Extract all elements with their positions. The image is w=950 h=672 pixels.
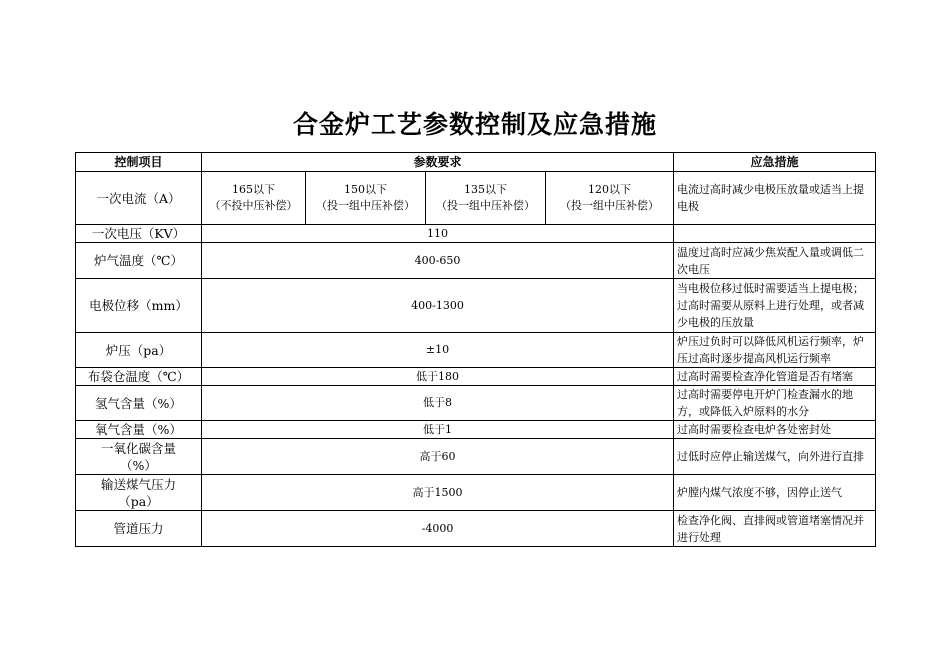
row-value: 低于8 bbox=[202, 386, 674, 421]
row-name: 管道压力 bbox=[76, 511, 202, 547]
row-name: 电极位移（mm） bbox=[76, 279, 202, 333]
row-measure: 电流过高时减少电极压放量或适当上提电极 bbox=[674, 172, 876, 225]
row-value: 400-1300 bbox=[202, 279, 674, 333]
row-name: 布袋仓温度（℃） bbox=[76, 368, 202, 386]
row-name: 一次电压（KV） bbox=[76, 225, 202, 243]
table-row bbox=[76, 225, 876, 243]
table-row bbox=[76, 511, 876, 547]
header-requirement: 参数要求 bbox=[202, 153, 674, 172]
row-name: 氢气含量（%） bbox=[76, 386, 202, 421]
row-value: ±10 bbox=[202, 333, 674, 368]
row-value: 高于1500 bbox=[202, 475, 674, 511]
table-row bbox=[76, 386, 876, 421]
header-item: 控制项目 bbox=[76, 153, 202, 172]
row-name: 一氧化碳含量 （%） bbox=[76, 439, 202, 475]
row-name: 炉压（pa） bbox=[76, 333, 202, 368]
table-row bbox=[76, 475, 876, 511]
table-row bbox=[76, 333, 876, 368]
current-option-2: 150以下 （投一组中压补偿） bbox=[306, 172, 426, 225]
row-measure bbox=[674, 225, 876, 243]
table-row bbox=[76, 279, 876, 333]
row-measure: 过高时需要检查电炉各处密封处 bbox=[674, 421, 876, 439]
current-option-1: 165以下 （不投中压补偿） bbox=[202, 172, 306, 225]
row-name: 一次电流（A） bbox=[76, 172, 202, 225]
row-value: 110 bbox=[202, 225, 674, 243]
current-option-3: 135以下 （投一组中压补偿） bbox=[426, 172, 546, 225]
table-row bbox=[76, 243, 876, 279]
header-row bbox=[76, 153, 876, 172]
row-name: 输送煤气压力 （pa） bbox=[76, 475, 202, 511]
row-value: 低于1 bbox=[202, 421, 674, 439]
row-value: 400-650 bbox=[202, 243, 674, 279]
row-measure: 过高时需要停电开炉门检查漏水的地方，或降低入炉原料的水分 bbox=[674, 386, 876, 421]
table-row bbox=[76, 421, 876, 439]
row-measure: 炉膛内煤气浓度不够，因停止送气 bbox=[674, 475, 876, 511]
current-option-4: 120以下 （投一组中压补偿） bbox=[546, 172, 674, 225]
row-measure: 检查净化阀、直排阀或管道堵塞情况并进行处理 bbox=[674, 511, 876, 547]
parameter-table bbox=[75, 152, 876, 547]
table-row-current bbox=[76, 172, 876, 225]
row-name: 炉气温度（℃） bbox=[76, 243, 202, 279]
table-row bbox=[76, 439, 876, 475]
header-measure: 应急措施 bbox=[674, 153, 876, 172]
row-value: 低于180 bbox=[202, 368, 674, 386]
document-title: 合金炉工艺参数控制及应急措施 bbox=[292, 110, 657, 139]
row-measure: 温度过高时应减少焦炭配入量或调低二次电压 bbox=[674, 243, 876, 279]
row-measure: 过高时需要检查净化管道是否有堵塞 bbox=[674, 368, 876, 386]
row-measure: 过低时应停止输送煤气，向外进行直排 bbox=[674, 439, 876, 475]
row-value: 高于60 bbox=[202, 439, 674, 475]
row-measure: 炉压过负时可以降低风机运行频率，炉压过高时逐步提高风机运行频率 bbox=[674, 333, 876, 368]
table-row bbox=[76, 368, 876, 386]
row-name: 氧气含量（%） bbox=[76, 421, 202, 439]
row-measure: 当电极位移过低时需要适当上提电极；过高时需要从原料上进行处理，或者减少电极的压放量 bbox=[674, 279, 876, 333]
row-value: -4000 bbox=[202, 511, 674, 547]
